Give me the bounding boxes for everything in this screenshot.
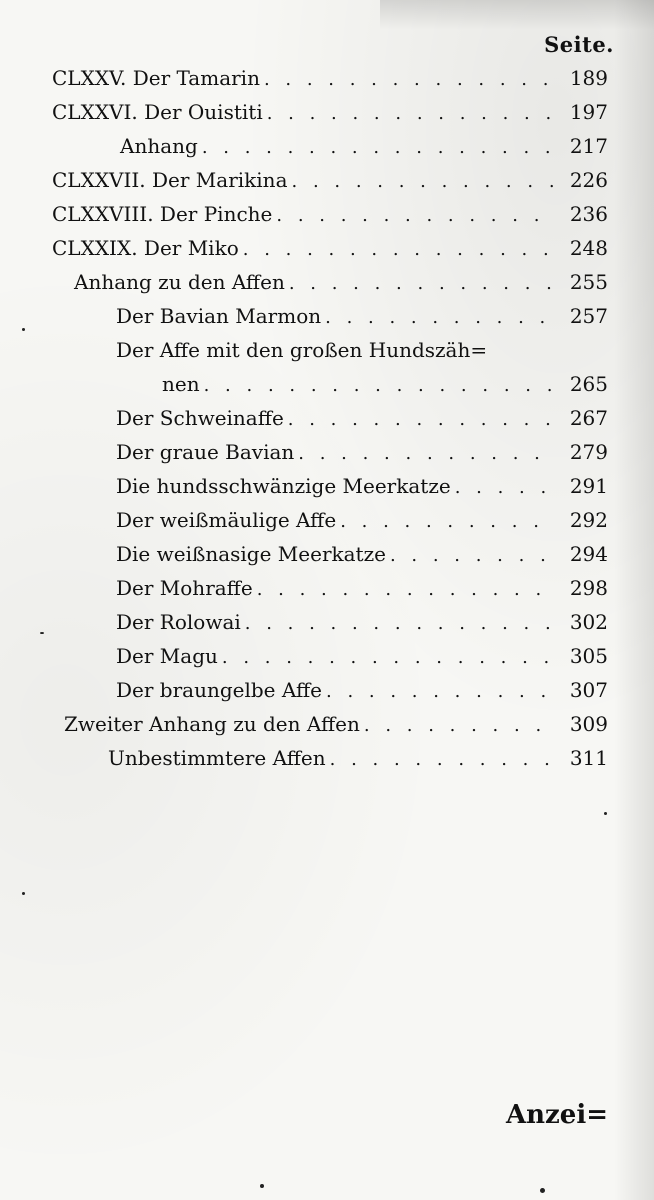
toc-entry-label: Zweiter Anhang zu den Affen — [64, 712, 360, 736]
toc-entry — [52, 62, 608, 94]
toc-entry-page: 189 — [569, 66, 608, 90]
toc-entry — [120, 130, 608, 162]
toc-entry-label: Der graue Bavian — [116, 440, 295, 464]
toc-entry — [52, 164, 608, 196]
toc-entry-label: Der Bavian Marmon — [116, 304, 322, 328]
toc-entry-page: 217 — [569, 134, 608, 158]
toc-entry — [116, 402, 608, 434]
toc-entry-label: CLXXVII. Der Marikina — [52, 168, 288, 192]
toc-entry — [74, 266, 608, 298]
toc-entry — [116, 606, 608, 638]
leader-dots — [325, 302, 556, 334]
toc-entry-page: 226 — [569, 168, 608, 192]
toc-entry-page: 307 — [569, 678, 608, 702]
paper-speck — [22, 892, 25, 895]
leader-dots — [292, 166, 557, 198]
toc-entry — [52, 96, 608, 128]
toc-entry-label: Anhang — [120, 134, 198, 158]
leader-dots — [243, 234, 556, 266]
toc-entry-label: Der weißmäulige Affe — [116, 508, 337, 532]
toc-entry — [116, 640, 608, 672]
toc-entry — [108, 742, 608, 774]
toc-entry-label: Die weißnasige Meerkatze — [116, 542, 386, 566]
toc-entry-page: 309 — [569, 712, 608, 736]
toc-entry — [116, 674, 608, 706]
leader-dots — [276, 200, 556, 232]
toc-entry-label: CLXXVIII. Der Pinche — [52, 202, 273, 226]
toc-entry — [116, 538, 608, 570]
leader-dots — [257, 574, 556, 606]
catchword: Anzei= — [505, 1100, 608, 1130]
toc-entry-page: 305 — [569, 644, 608, 668]
toc-entry-label: nen — [162, 372, 200, 396]
page-column-header: Seite. — [544, 32, 614, 57]
toc-entry — [64, 708, 608, 740]
toc-entry-page: 248 — [569, 236, 608, 260]
toc-entry — [162, 368, 608, 400]
toc-entry-label: Der Affe mit den großen Hundszäh= — [116, 338, 488, 362]
toc-entry-page: 236 — [569, 202, 608, 226]
leader-dots — [202, 132, 556, 164]
toc-entry — [116, 504, 608, 536]
page-shadow-edge — [614, 0, 654, 1200]
toc-entry-page: 267 — [569, 406, 608, 430]
toc-entry-page: 265 — [569, 372, 608, 396]
toc-entry-label: Der Mohraffe — [116, 576, 253, 600]
toc-entry — [116, 572, 608, 604]
leader-dots — [204, 370, 556, 402]
leader-dots — [288, 404, 556, 436]
toc-entry-page: 294 — [569, 542, 608, 566]
toc-entry-label: Unbestimmtere Affen — [108, 746, 326, 770]
toc-entry-label: Die hundsschwänzige Meerkatze — [116, 474, 451, 498]
page-shadow-top — [380, 0, 654, 30]
toc-entry-label: CLXXIX. Der Miko — [52, 236, 239, 260]
toc-entry — [116, 334, 608, 366]
paper-speck — [604, 812, 607, 815]
toc-entry — [52, 198, 608, 230]
toc-entry-label: Anhang zu den Affen — [74, 270, 285, 294]
toc-entry-label: Der braungelbe Affe — [116, 678, 323, 702]
paper-speck — [22, 328, 25, 331]
toc-entry-page: 197 — [569, 100, 608, 124]
leader-dots — [264, 64, 556, 96]
toc-entry — [116, 436, 608, 468]
toc-entry-page: 279 — [569, 440, 608, 464]
toc-entry-page: 311 — [569, 746, 608, 770]
toc-entry-page: 291 — [569, 474, 608, 498]
leader-dots — [455, 472, 556, 504]
paper-speck — [260, 1184, 264, 1188]
paper-speck — [540, 1188, 545, 1193]
leader-dots — [267, 98, 556, 130]
toc-entry-label: Der Rolowai — [116, 610, 241, 634]
leader-dots — [390, 540, 556, 572]
leader-dots — [330, 744, 556, 776]
leader-dots — [326, 676, 556, 708]
toc-entry-label: Der Schweinaffe — [116, 406, 284, 430]
toc-entry — [52, 232, 608, 264]
toc-entry-label: Der Magu — [116, 644, 218, 668]
toc-entry-label: CLXXV. Der Tamarin — [52, 66, 260, 90]
toc-entry-page: 255 — [569, 270, 608, 294]
toc-entry-page: 292 — [569, 508, 608, 532]
leader-dots — [340, 506, 556, 538]
toc-entry-page: 302 — [569, 610, 608, 634]
toc-entry — [116, 300, 608, 332]
leader-dots — [222, 642, 556, 674]
leader-dots — [364, 710, 556, 742]
toc-entry-page: 257 — [569, 304, 608, 328]
toc-entry-label: CLXXVI. Der Ouistiti — [52, 100, 263, 124]
paper-speck — [40, 632, 44, 634]
leader-dots — [298, 438, 556, 470]
leader-dots — [289, 268, 556, 300]
leader-dots — [245, 608, 556, 640]
toc-entry-page: 298 — [569, 576, 608, 600]
toc-entry — [116, 470, 608, 502]
